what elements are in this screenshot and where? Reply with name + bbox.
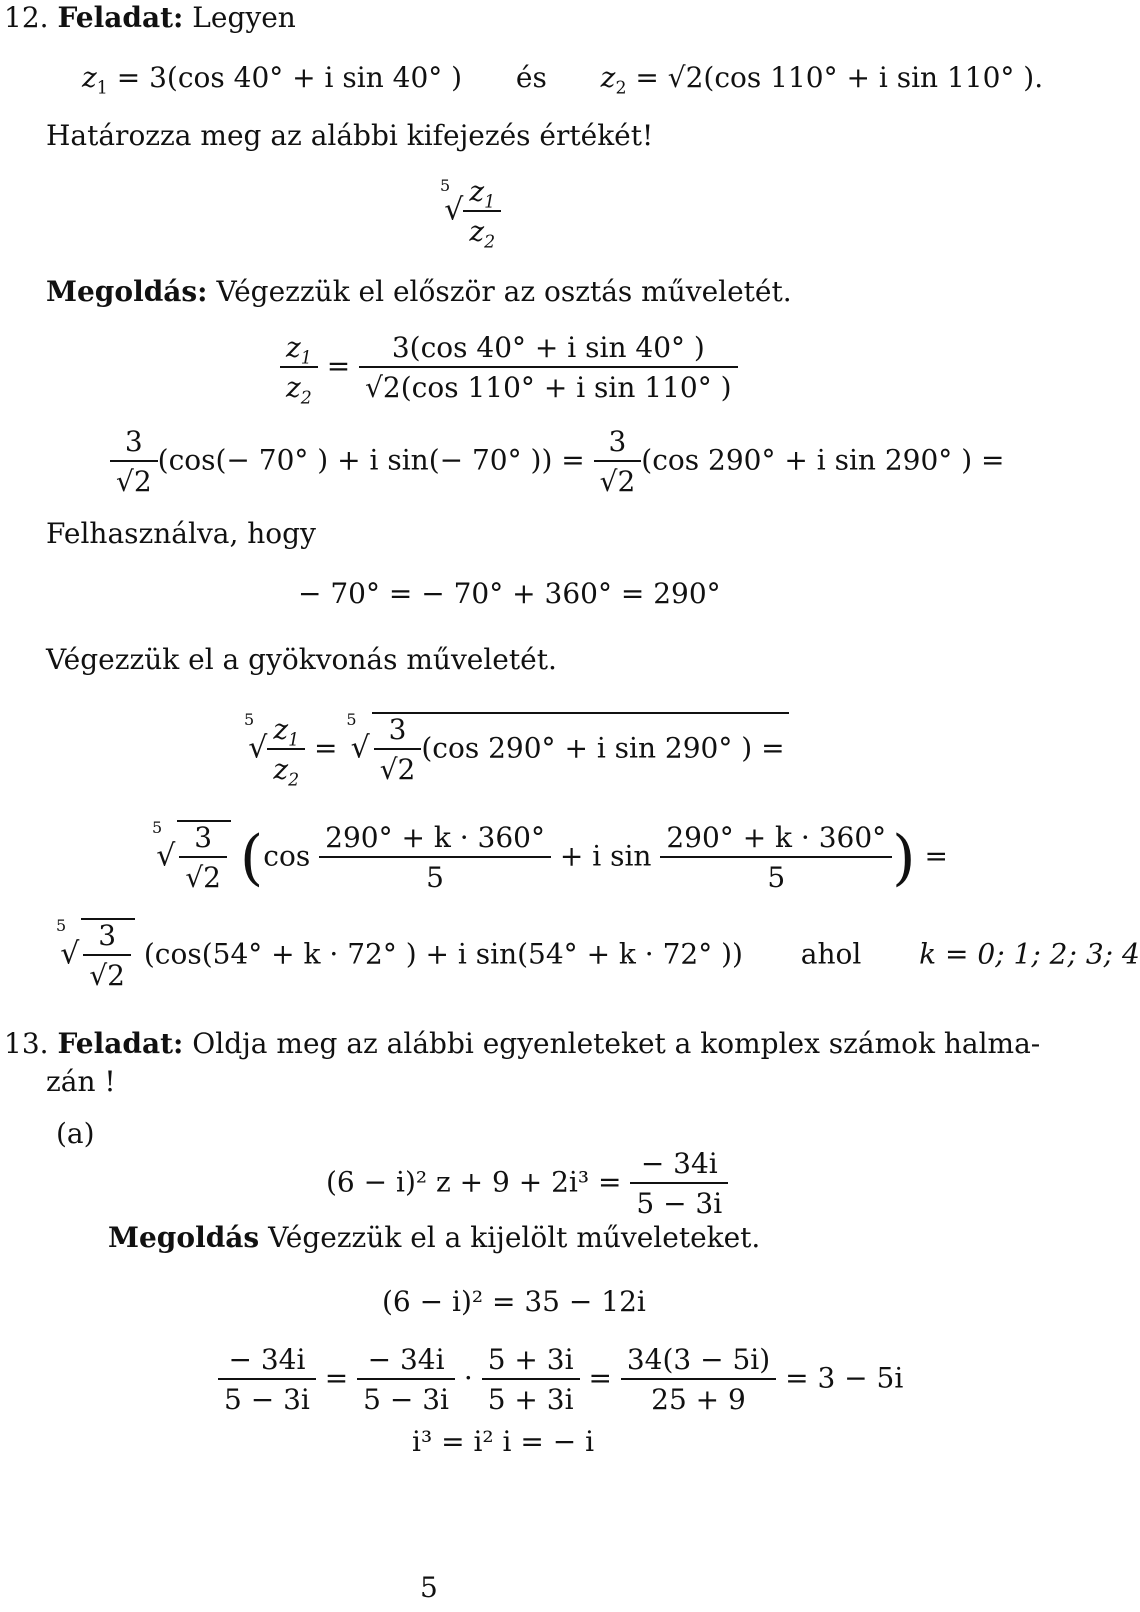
solution-text: Végezzük el először az osztás műveletét.: [216, 275, 792, 308]
equation-rhs-den: 5 − 3i: [636, 1187, 723, 1220]
feladat-label: Feladat:: [57, 1027, 184, 1060]
calc2-result: = 3 − 5i: [785, 1361, 904, 1395]
solution-line-13: [108, 1221, 761, 1254]
k-values: k = 0; 1; 2; 3; 4: [919, 937, 1140, 971]
equation-lhs: (6 − i)² z + 9 + 2i³ =: [326, 1165, 622, 1199]
root-expression: $^5$√ $\frac{z_1}{z_2}$: [440, 178, 501, 246]
step-part1: (cos(− 70° ) + i sin(− 70° )) =: [157, 443, 585, 477]
header-text: Oldja meg az alábbi egyenleteket a komplex számok halma-: [192, 1027, 1041, 1060]
equation-rhs-num: − 34i: [630, 1150, 728, 1184]
solution-line: [46, 275, 792, 308]
feladat-label: Feladat:: [57, 1, 184, 34]
task-text: Határozza meg az alábbi kifejezés értékét!: [46, 119, 654, 152]
problem-number: 13.: [4, 1027, 49, 1060]
given-definitions: $z_1 = 3(\cos$ 40° + i sin 40° ) és $z_2 = √2(\cos$ 110° + i sin 110° ).: [82, 61, 1044, 99]
ahol-word: ahol: [800, 937, 862, 971]
z2-expr: = √2(cos 110° + i sin 110° ).: [635, 61, 1044, 94]
equation-a: [326, 1147, 728, 1220]
part-a-label: (a): [56, 1117, 95, 1150]
solution-label: Megoldás:: [46, 275, 208, 308]
using-text: Felhasználva, hogy: [46, 517, 316, 550]
solution-label: Megoldás: [108, 1221, 260, 1254]
isin-word: + i sin: [559, 839, 652, 873]
root-rhs: (cos 290° + i sin 290° ) =: [421, 731, 785, 765]
header-text: Legyen: [192, 1, 296, 34]
page-number: 5: [420, 1571, 438, 1604]
angle-frac-num: 290° + k · 360°: [319, 824, 551, 858]
final-equation: $^5$√ $\frac{3}{√2}$ (cos(54° + k · 72° ) + i sin(54° + k · 72° )) ahol k = 0; 1; 2; 3; 4: [56, 916, 1140, 992]
and-word: és: [515, 61, 547, 94]
calc-step-1: (6 − i)² = 35 − 12i: [382, 1285, 646, 1318]
step-part2: (cos 290° + i sin 290° ) =: [641, 443, 1005, 477]
de-moivre-equation: $^5$√ $\frac{3}{√2}$ (cos $\frac{290^\circ + k \cdot 360^\circ}{5}$ + i sin $\frac{290^\circ + k \cdot 360^\circ}{5}$ ) =: [152, 818, 948, 894]
division-numerator: 3(cos 40° + i sin 40° ): [359, 334, 737, 368]
angle-frac-den: 5: [426, 861, 444, 894]
root-equation: $^5$√ $\frac{z_1}{z_2}$ = $^5$√ $\frac{3}{√2}$ (cos 290° + i sin 290° ) =: [244, 712, 789, 784]
division-equation: $\frac{z_1}{z_2}$ = $\frac{\text{3(cos 40° + i sin 40° )}}{\text{√2(cos 110° + i sin 110° )}}$: [280, 334, 738, 402]
final-expr: (cos(54° + k · 72° ) + i sin(54° + k · 72° )): [143, 937, 743, 971]
root-text: Végezzük el a gyökvonás műveletét.: [46, 643, 557, 676]
problem-13-header: [4, 1027, 1041, 1060]
division-denominator: √2(cos 110° + i sin 110° ): [365, 371, 732, 404]
calc-step-2: $\frac{- 34i}{5 - 3i}$ = $\frac{- 34i}{5 - 3i}$ · $\frac{5 + 3i}{5 + 3i}$ = $\frac{34(3 - 5i)}{25 + 9}$ = 3 − 5i: [218, 1346, 903, 1414]
step-equation: $\frac{3}{√2}$ (cos(− 70° ) + i sin(− 70° )) = $\frac{3}{√2}$ (cos 290° + i sin 290° ) =: [110, 428, 1004, 496]
angle-equation: − 70° = − 70° + 360° = 290°: [298, 577, 721, 610]
cos-word: cos: [263, 839, 311, 873]
z1-expr: = 3(cos 40° + i sin 40° ): [116, 61, 463, 94]
header-text-continued: zán !: [46, 1065, 116, 1098]
problem-12-header: [4, 1, 296, 34]
calc-step-3: i³ = i² i = − i: [412, 1425, 595, 1458]
solution-text: Végezzük el a kijelölt műveleteket.: [268, 1221, 761, 1254]
problem-number: 12.: [4, 1, 49, 34]
